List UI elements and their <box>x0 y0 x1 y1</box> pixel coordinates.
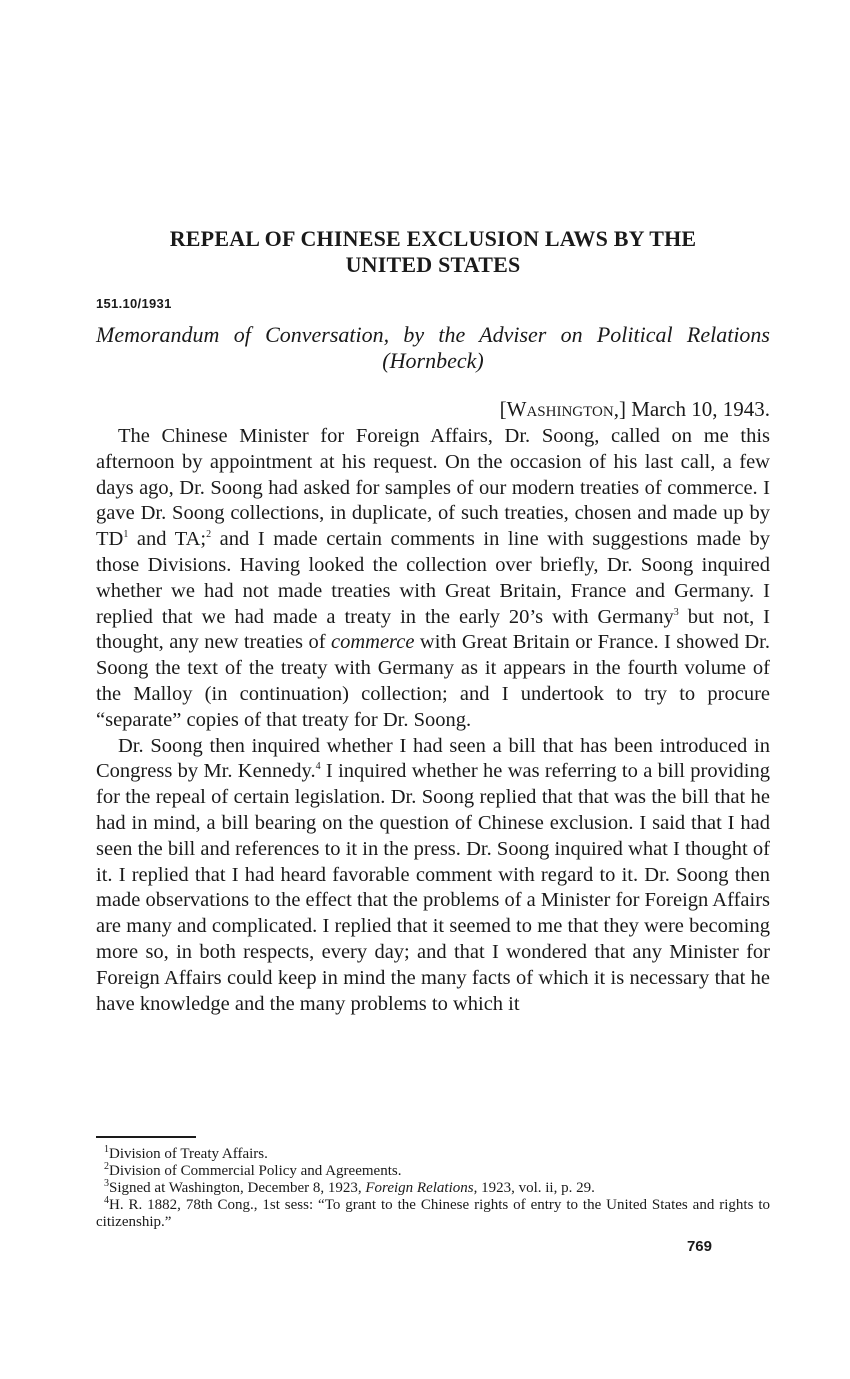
footnote-text-after: , 1923, vol. ii, p. 29. <box>473 1180 595 1196</box>
page-number: 769 <box>686 1238 712 1255</box>
footnote-text: H. R. 1882, 78th Cong., 1st sess: “To grant to the Chinese rights of entry to the United States and rights to citizenship.” <box>96 1197 770 1230</box>
subtitle-line-1: Memorandum of Conversation, by the Adviser on Political Relations <box>96 322 770 347</box>
dateline-place: [Washington,] <box>499 397 626 421</box>
footnote-1 <box>96 1146 770 1163</box>
footnote-3 <box>96 1180 770 1197</box>
dateline <box>500 396 770 422</box>
paragraph-1-emphasis: commerce <box>331 631 415 654</box>
title-line-1: REPEAL OF CHINESE EXCLUSION LAWS BY THE <box>169 226 697 251</box>
footnote-ref-1: 1 <box>123 529 129 541</box>
footnote-marker: 4 <box>104 1195 109 1206</box>
footnote-marker: 3 <box>104 1178 109 1189</box>
paragraph-1-text-c: and I made certain comments in line with suggestions made by those Divisions. Having looked the collection over briefly, Dr. Soong inquired whether we had not made treaties with Great Britain, France and Germany. I replied that we had made a treaty in the early 20’s with Germany <box>96 528 770 628</box>
footnote-text: Division of Treaty Affairs. <box>109 1146 268 1162</box>
footnote-ref-4: 4 <box>315 761 321 773</box>
dateline-date: March 10, 1943. <box>631 397 770 421</box>
footnotes <box>96 1146 770 1231</box>
footnote-emphasis: Foreign Relations <box>365 1180 474 1196</box>
footnote-2 <box>96 1163 770 1180</box>
footnote-ref-3: 3 <box>673 606 679 618</box>
paragraph-1-text-d: but not, I thought, any new treaties of <box>96 605 771 654</box>
footnote-text: Division of Commercial Policy and Agreements. <box>109 1163 402 1179</box>
memo-body <box>96 424 770 1017</box>
paragraph-2 <box>96 734 770 1018</box>
footnote-ref-2: 2 <box>206 529 212 541</box>
paragraph-1 <box>96 424 770 734</box>
footnote-text: Signed at Washington, December 8, 1923, <box>109 1180 366 1196</box>
paragraph-1-text-e: with Great Britain or France. I showed Dr. Soong the text of the treaty with Germany as it appears in the fourth volume of the Malloy (in continuation) collection; and I undertook to try to procure “separate” copies of that treaty for Dr. Soong. <box>96 631 770 731</box>
subtitle-line-2: (Hornbeck) <box>382 348 484 373</box>
document-title <box>96 226 770 278</box>
paragraph-1-text-a: The Chinese Minister for Foreign Affairs, Dr. Soong, called on me this afternoon by appointment at his request. On the occasion of his last call, a few days ago, Dr. Soong had asked for samples of our modern treaties of commerce. I gave Dr. Soong collections, in duplicate, of such treaties, chosen and made up by TD <box>96 425 770 551</box>
footnote-marker: 1 <box>104 1144 109 1155</box>
paragraph-2-text-a: Dr. Soong then inquired whether I had seen a bill that has been introduced in Congress by Mr. Kennedy. <box>96 734 770 783</box>
file-number: 151.10/1931 <box>96 296 172 311</box>
title-line-2: UNITED STATES <box>345 252 521 277</box>
footnote-4 <box>96 1197 770 1231</box>
paragraph-1-text-b: and TA; <box>128 528 207 551</box>
paragraph-2-text-b: I inquired whether he was referring to a bill providing for the repeal of certain legislation. Dr. Soong replied that that was the bill that he had in mind, a bill bearing on the question of Chinese exclusion. I said that I had seen the bill and references to it in the press. Dr. Soong inquired what I thought of it. I replied that I had heard favorable comment with regard to it. Dr. Soong then made observations to the effect that the problems of a Minister for Foreign Affairs are many and complicated. I replied that it seemed to me that they were becoming more so, in both respects, every day; and that I wondered that any Minister for Foreign Affairs could keep in mind the many facts of which it is necessary that he have knowledge and the many problems to which it <box>96 760 770 1015</box>
footnote-marker: 2 <box>104 1161 109 1172</box>
memo-subtitle <box>96 322 770 374</box>
footnote-divider <box>96 1136 196 1138</box>
